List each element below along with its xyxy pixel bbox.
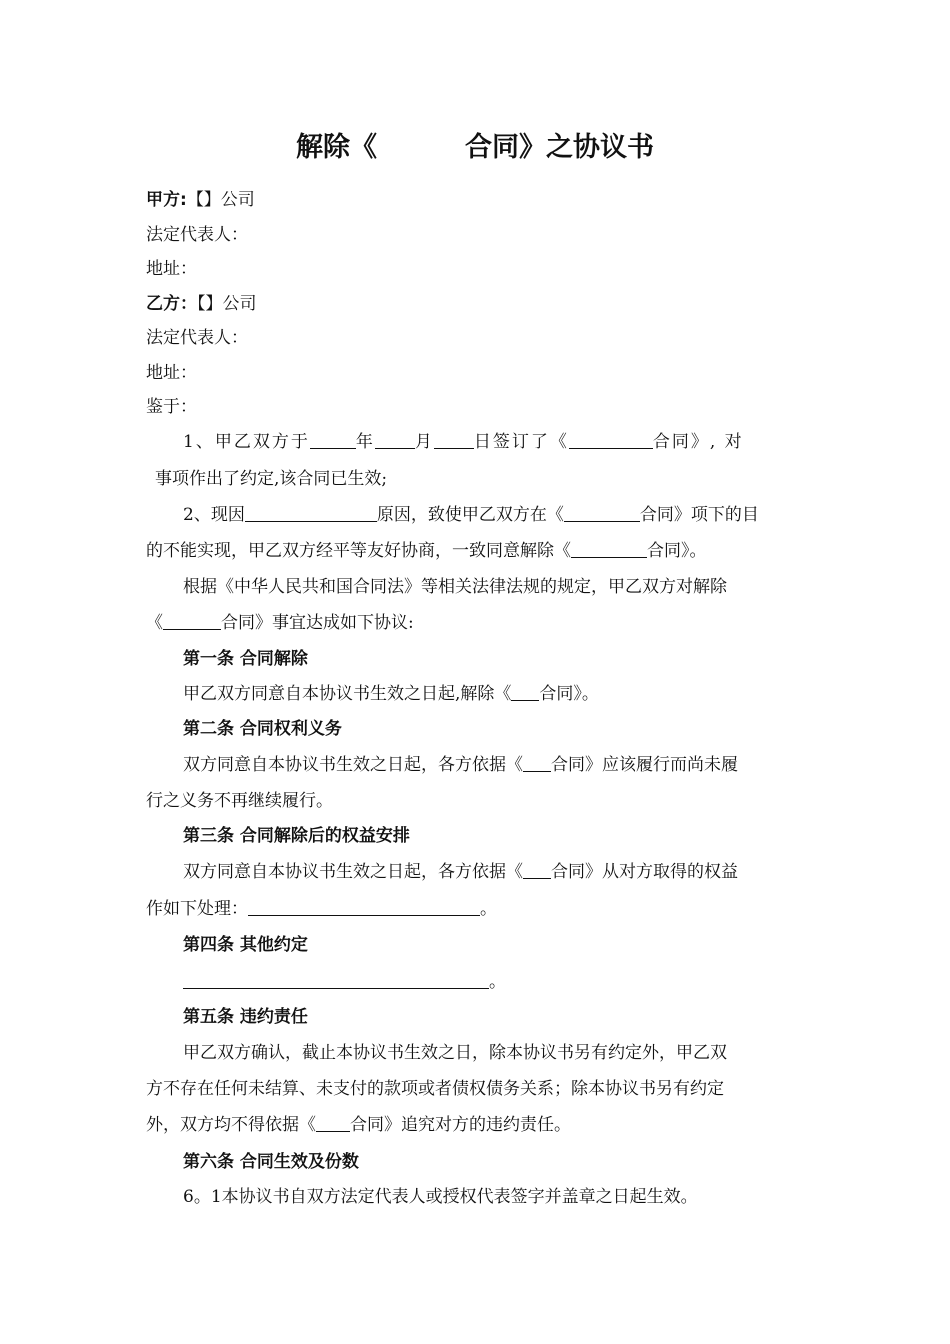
article-3-text-a: 双方同意自本协议书生效之日起，各方依据《 (183, 862, 523, 882)
article-1-text-b: 合同》。 (539, 684, 599, 704)
handling-blank (248, 897, 480, 916)
article-3-text-c: 作如下处理： (146, 899, 248, 919)
day-blank (434, 430, 474, 449)
article-1-heading: 第一条 合同解除 (183, 649, 308, 669)
article-5-line-3 (146, 1112, 806, 1138)
recital-2-text-b: 原因，致使甲乙双方在《 (376, 505, 564, 525)
recital-1-line-2: 事项作出了约定,该合同已生效; (155, 469, 388, 489)
recital-1-text-c: 月 (414, 432, 434, 452)
recital-2-text-d: 的不能实现，甲乙双方经平等友好协商，一致同意解除《 (146, 541, 571, 561)
year-blank (310, 430, 356, 449)
article-3-line-1 (183, 859, 806, 885)
contract-name-blank (564, 503, 640, 522)
party-a-name: 【】公司 (186, 190, 255, 210)
reason-blank (245, 503, 377, 522)
contract-name-blank (523, 753, 551, 772)
article-4-line (183, 969, 806, 995)
recital-1-text-b: 年 (355, 432, 375, 452)
party-b-line (146, 291, 806, 317)
article-1-text (183, 681, 806, 707)
document-title (0, 128, 950, 168)
recital-1-text-d: 日签订了《 (473, 432, 569, 452)
article-4-end: 。 (489, 972, 506, 992)
article-3-heading: 第三条 合同解除后的权益安排 (183, 826, 410, 846)
recital-2-text-a: 2、现因 (183, 505, 245, 525)
basis-line-2 (146, 610, 806, 636)
party-a-address: 地址： (146, 259, 197, 279)
party-a-representative: 法定代表人： (146, 225, 248, 245)
party-b-address: 地址： (146, 363, 197, 383)
party-a-line (146, 187, 806, 213)
basis-text-b: 合同》事宜达成如下协议: (221, 613, 414, 633)
article-5-line-1: 甲乙双方确认，截止本协议书生效之日，除本协议书另有约定外，甲乙双 (183, 1043, 727, 1063)
article-3-line-2 (146, 896, 806, 922)
month-blank (375, 430, 415, 449)
article-4-heading: 第四条 其他约定 (183, 935, 308, 955)
article-2-text-b: 合同》应该履行而尚未履 (551, 755, 738, 775)
contract-name-blank (569, 430, 653, 449)
contract-name-blank (523, 860, 551, 879)
article-3-text-b: 合同》从对方取得的权益 (551, 862, 738, 882)
contract-name-blank (571, 539, 647, 558)
basis-text-a: 《 (146, 613, 163, 633)
whereas-label: 鉴于： (146, 397, 197, 417)
article-1-text-a: 甲乙双方同意自本协议书生效之日起,解除《 (183, 684, 512, 704)
party-b-label: 乙方： (146, 294, 197, 314)
article-6-heading: 第六条 合同生效及份数 (183, 1152, 359, 1172)
article-2-line-2: 行之义务不再继续履行。 (146, 791, 333, 811)
party-b-name: 【】公司 (197, 294, 257, 314)
article-5-text-a: 外，双方均不得依据《 (146, 1115, 316, 1135)
party-a-label: 甲方: (146, 190, 187, 210)
article-2-heading: 第二条 合同权利义务 (183, 719, 342, 739)
article-5-line-2: 方不存在任何未结算、未支付的款项或者债权债务关系；除本协议书另有约定 (146, 1079, 724, 1099)
title-part-1: 解除《 (296, 132, 377, 163)
recital-2-text-c: 合同》项下的目 (639, 505, 759, 525)
title-part-2: 合同》之协议书 (465, 132, 654, 163)
contract-name-blank (316, 1113, 350, 1132)
recital-2-line-1 (183, 502, 806, 528)
other-terms-blank (183, 970, 489, 989)
article-2-line-1 (183, 752, 806, 778)
article-2-text-a: 双方同意自本协议书生效之日起，各方依据《 (183, 755, 523, 775)
contract-name-blank (511, 682, 539, 701)
article-5-heading: 第五条 违约责任 (183, 1007, 308, 1027)
recital-1-line-1 (183, 429, 806, 455)
party-b-representative: 法定代表人： (146, 328, 248, 348)
recital-2-text-e: 合同》。 (647, 541, 707, 561)
contract-name-blank (163, 611, 221, 630)
basis-line-1: 根据《中华人民共和国合同法》等相关法律法规的规定，甲乙双方对解除 (183, 577, 727, 597)
recital-2-line-2 (146, 538, 806, 564)
recital-1-text-a: 1、甲乙双方于 (183, 432, 310, 452)
article-5-text-b: 合同》追究对方的违约责任。 (350, 1115, 571, 1135)
article-3-text-d: 。 (480, 899, 497, 919)
article-6-line-1: 6。1本协议书自双方法定代表人或授权代表签字并盖章之日起生效。 (183, 1187, 698, 1207)
recital-1-text-e: 合同》, 对 (652, 432, 744, 452)
